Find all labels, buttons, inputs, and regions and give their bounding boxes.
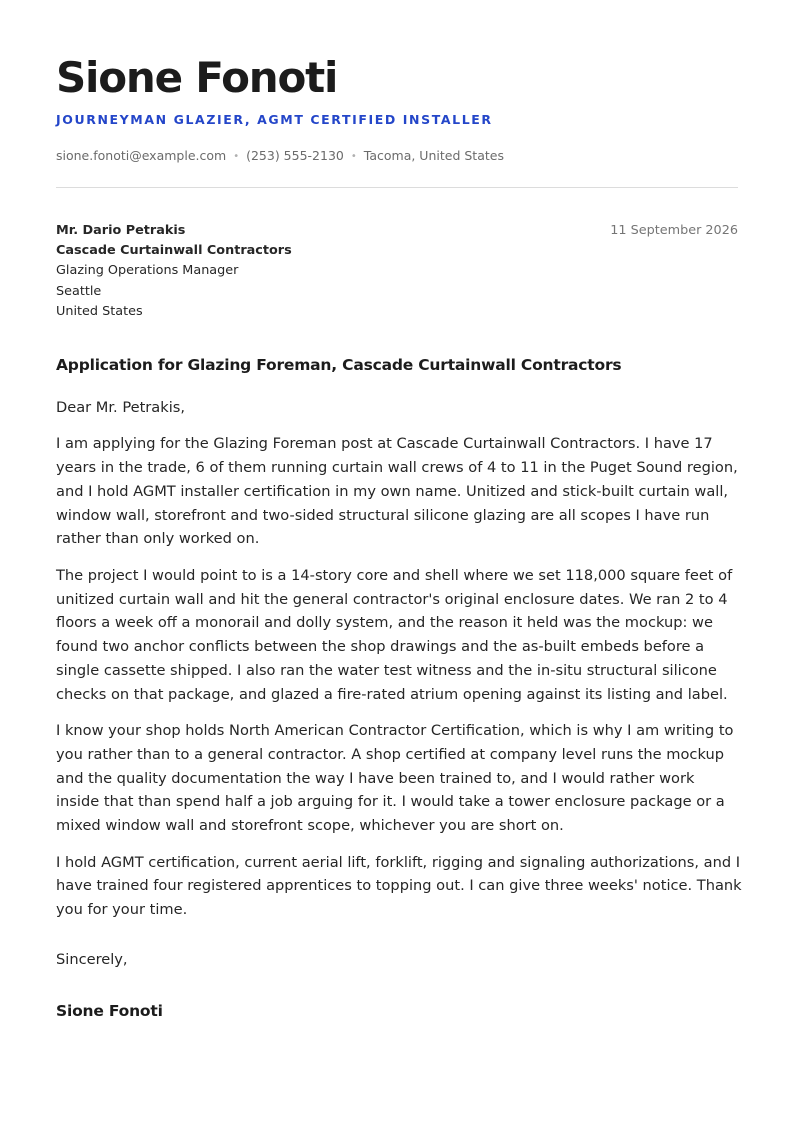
recipient-city: Seattle [56, 283, 102, 299]
contact-email: sione.fonoti@example.com [56, 148, 227, 163]
body-paragraph: I hold AGMT certification, current aerial lift, forklift, rigging and signaling authorizations, and I have trained four registered apprentices to topping out. I can give three weeks' notice. Thank you for your time. [56, 853, 742, 919]
salutation: Dear Mr. Petrakis, [56, 399, 185, 416]
recipient-block [56, 221, 292, 322]
closing: Sincerely, [56, 951, 128, 968]
recipient-country: United States [56, 303, 143, 319]
contact-location: Tacoma, United States [363, 148, 504, 163]
signature: Sione Fonoti [56, 1002, 163, 1020]
separator-dot: • [233, 151, 240, 162]
applicant-name: Sione Fonoti [56, 53, 338, 102]
recipient-name: Mr. Dario Petrakis [56, 223, 186, 238]
applicant-title: JOURNEYMAN GLAZIER, AGMT CERTIFIED INSTALLER [56, 112, 493, 127]
contact-phone: (253) 555-2130 [246, 148, 344, 163]
letter-subject: Application for Glazing Foreman, Cascade Curtainwall Contractors [56, 356, 622, 374]
recipient-company: Cascade Curtainwall Contractors [56, 243, 292, 259]
letter-body [56, 396, 742, 934]
letter-date: 11 September 2026 [610, 223, 738, 238]
separator-dot: • [350, 151, 357, 162]
body-paragraph: I am applying for the Glazing Foreman post at Cascade Curtainwall Contractors. I have 17 years in the trade, 6 of them running curtain wall crews of 4 to 11 in the Puget Sound region, and I hold AGMT installer certification in my own name. Unitized and stick-built curtain wall, window wall, storefront and two-sided structural silicone glazing are all scopes I have run rather than only worked on. [56, 435, 738, 548]
recipient-position: Glazing Operations Manager [56, 263, 239, 279]
contact-line [56, 148, 504, 163]
body-paragraph: The project I would point to is a 14-story core and shell where we set 118,000 square feet of unitized curtain wall and hit the general contractor's original enclosure dates. We ran 2 to 4 floors a week off a monorail and dolly system, and the reason it held was the mockup: we found two anchor conflicts between the shop drawings and the as-built embeds before a single cassette shipped. I also ran the water test witness and the in-situ structural silicone checks on that package, and glazed a fire-rated atrium opening against its listing and label. [56, 566, 733, 703]
body-paragraph: I know your shop holds North American Contractor Certification, which is why I am writing to you rather than to a general contractor. A shop certified at company level runs the mockup and the quality documentation the way I have been trained to, and I would rather work inside that than spend half a job arguing for it. I would take a tower enclosure package or a mixed window wall and storefront scope, whichever you are short on. [56, 722, 734, 835]
header-divider [56, 187, 738, 188]
